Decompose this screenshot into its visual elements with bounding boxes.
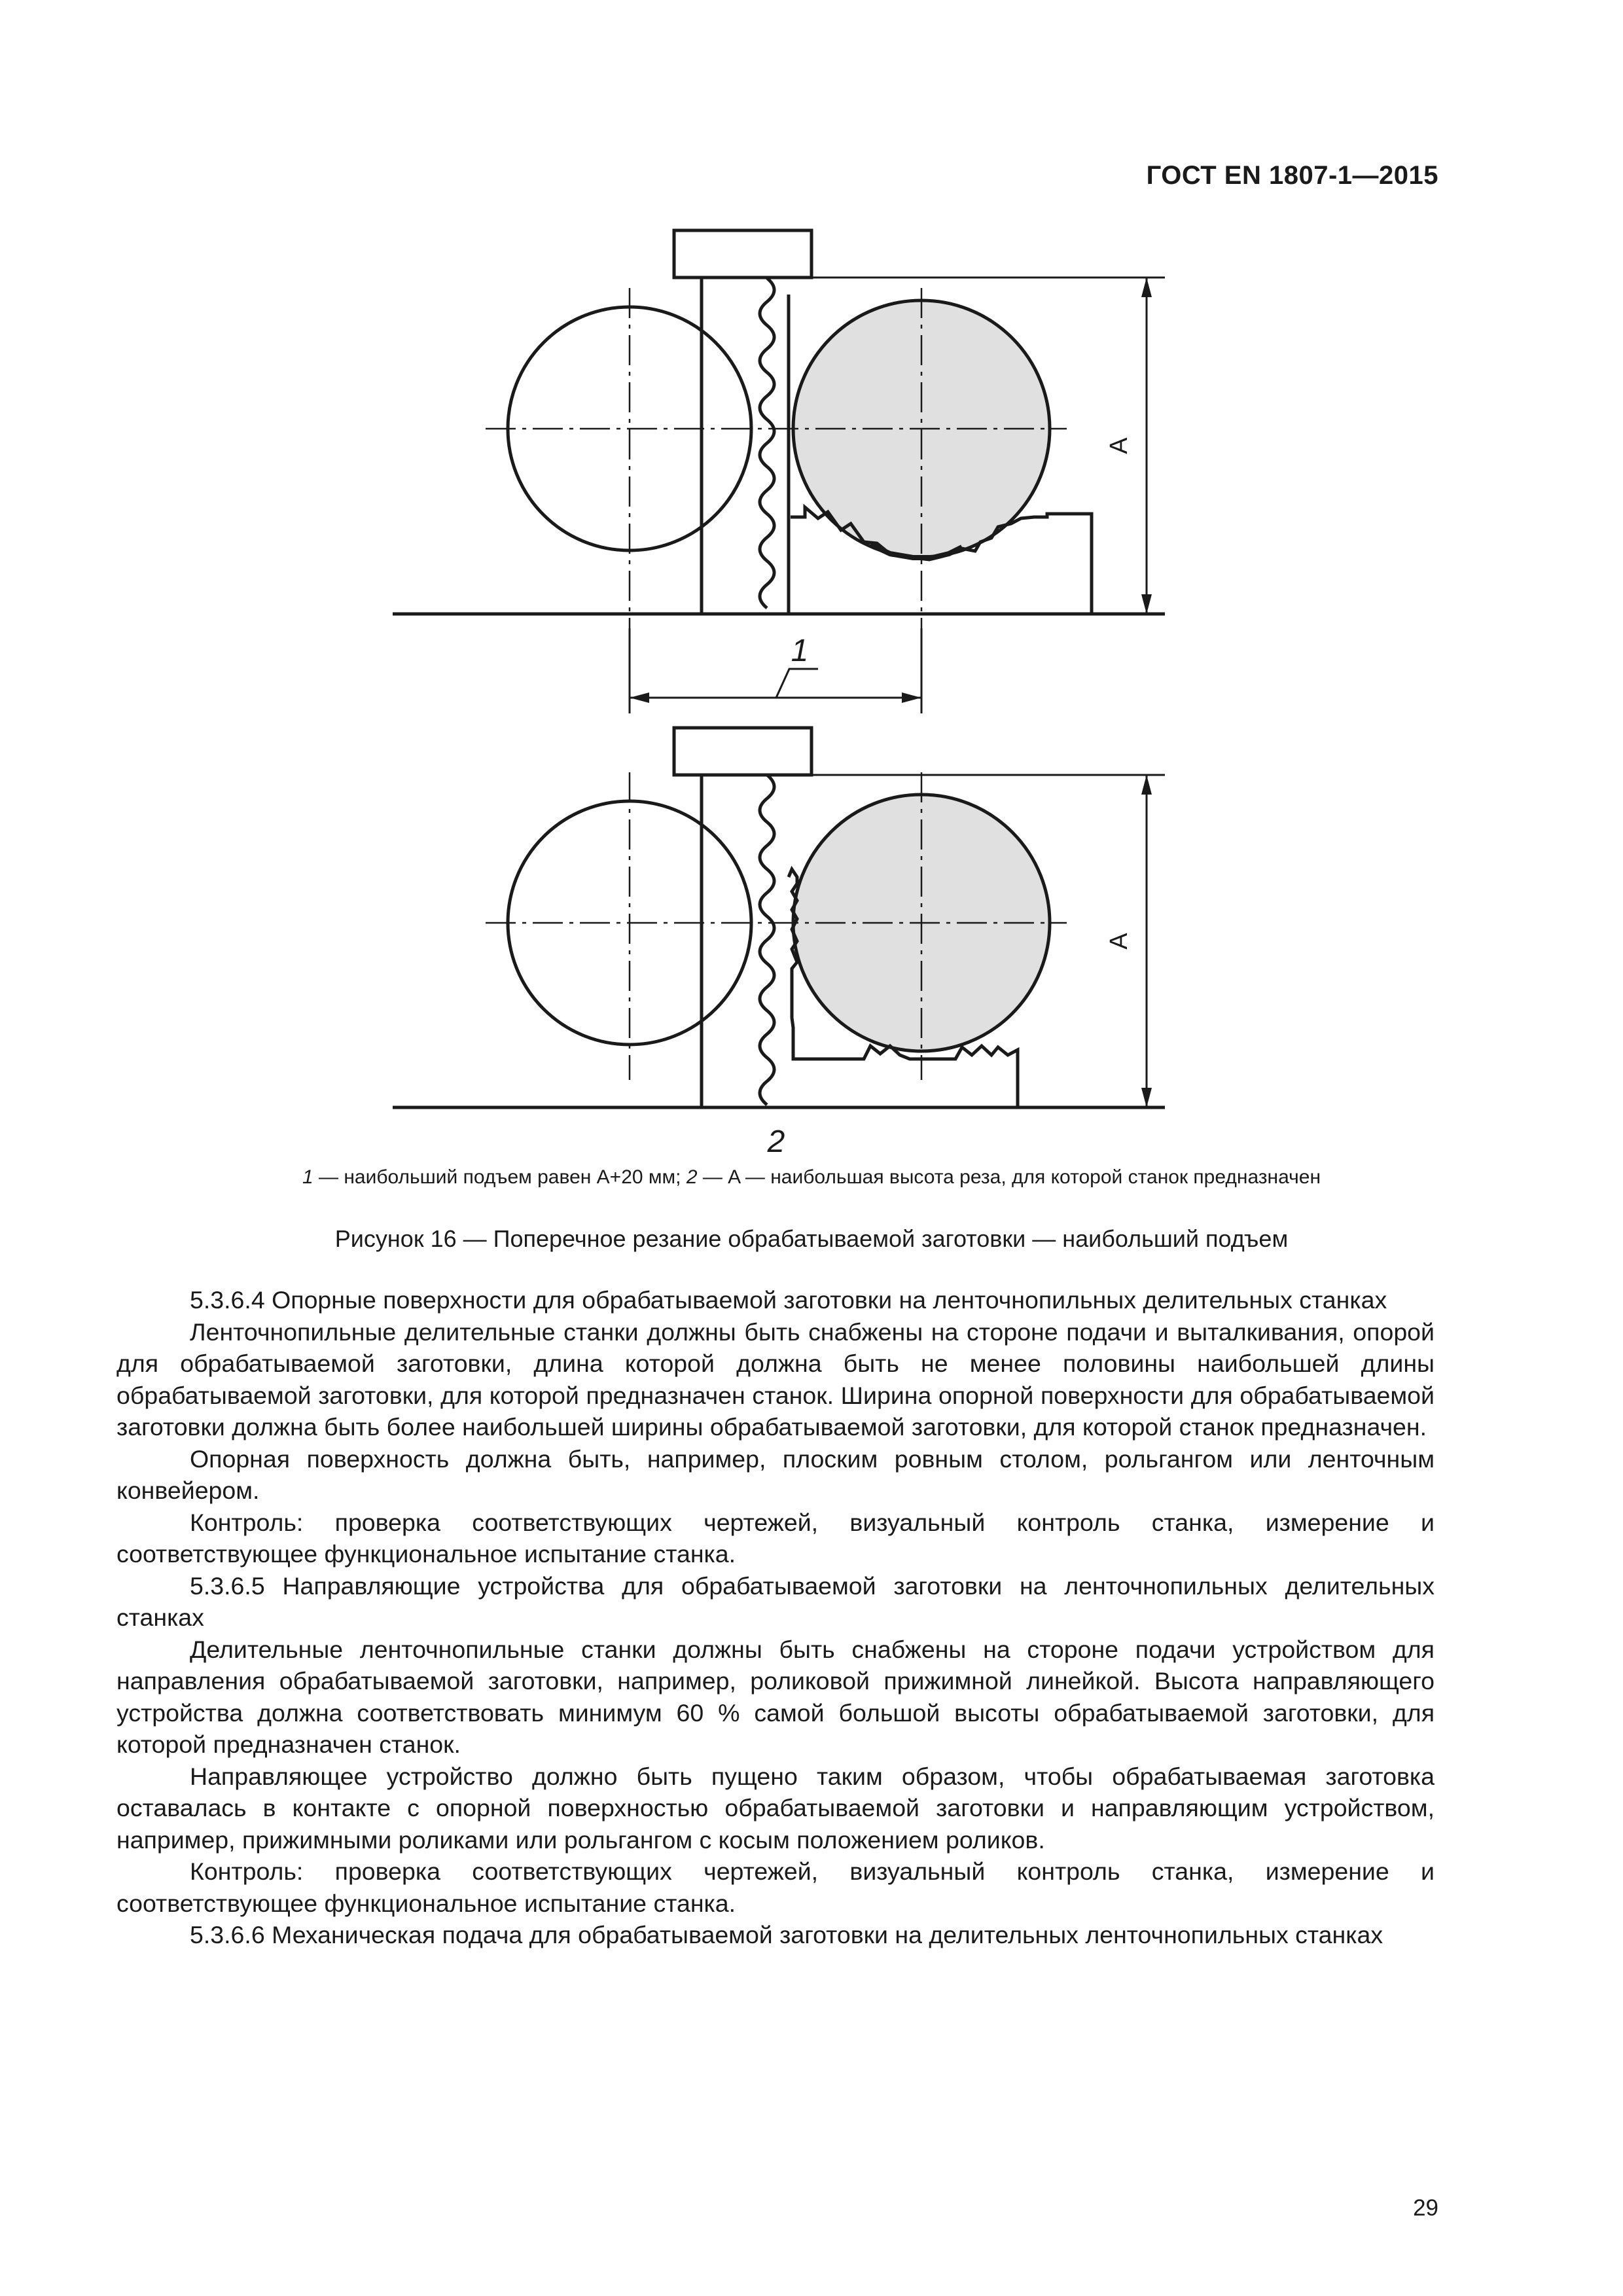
figure-caption: Рисунок 16 — Поперечное резание обрабатываемой заготовки — наибольший подъем xyxy=(334,1225,1289,1252)
lower-saw-teeth xyxy=(760,775,774,1105)
dim1-leader xyxy=(776,669,818,698)
paragraph: 5.3.6.4 Опорные поверхности для обрабатываемой заготовки на ленточнопильных делительных станках xyxy=(190,1286,1387,1314)
page-number: 29 xyxy=(1413,2195,1438,2221)
paragraph: 5.3.6.5 Направляющие устройства для обрабатываемой заготовки на ленточнопильных делительных станках xyxy=(116,1571,1435,1631)
legend-num-1: 1 xyxy=(302,1166,313,1188)
document-header: ГОСТ EN 1807-1—2015 xyxy=(1146,161,1438,190)
figure-16 xyxy=(366,223,1243,1165)
upper-saw-teeth xyxy=(760,278,774,608)
legend-text-2: — A — наибольшая высота реза, для которой станок предназначен xyxy=(697,1166,1321,1188)
paragraph: Делительные ленточнопильные станки должны быть снабжены на стороне подачи устройством для направления обрабатываемой заготовки, например, роликовой прижимной линейкой. Высота направляющего устройства должна соответствовать минимум 60 % самой большой высоты обрабатываемой заготовки, для которой предназначен станок. xyxy=(116,1635,1435,1758)
lower-dim-label: A xyxy=(1105,933,1133,950)
figure-label-2: 2 xyxy=(767,1124,785,1159)
paragraph: Ленточнопильные делительные станки должны быть снабжены на стороне подачи и выталкивания, опорой для обрабатываемой заготовки, длина которой должна быть не менее половины наибольшей длины обрабатываемой заготовки, для которой предназначен станок. Ширина опорной поверхности для обрабатываемой заготовки должна быть более наибольшей ширины обрабатываемой заготовки, для которой станок предназначен. xyxy=(116,1318,1435,1441)
lower-blade-guide xyxy=(674,728,812,775)
figure-label-1: 1 xyxy=(791,634,809,668)
paragraph: Опорная поверхность должна быть, например, плоским ровным столом, рольгангом или ленточным конвейером. xyxy=(116,1444,1435,1504)
legend-num-2: 2 xyxy=(686,1166,698,1188)
paragraph: 5.3.6.6 Механическая подача для обрабатываемой заготовки на делительных ленточнопильных станках xyxy=(190,1921,1383,1948)
upper-blade-guide xyxy=(674,230,812,278)
paragraph: Контроль: проверка соответствующих чертежей, визуальный контроль станка, измерение и соответствующее функциональное испытание станка. xyxy=(116,1857,1435,1917)
upper-dim-label: A xyxy=(1105,437,1133,454)
paragraph: Контроль: проверка соответствующих чертежей, визуальный контроль станка, измерение и соответствующее функциональное испытание станка. xyxy=(116,1508,1435,1568)
figure-drawing xyxy=(366,223,1243,1165)
body-text xyxy=(116,1284,1435,1951)
figure-legend xyxy=(0,1166,1623,1189)
paragraph: Направляющее устройство должно быть пущено таким образом, чтобы обрабатываемая заготовка оставалась в контакте с опорной поверхностью обрабатываемой заготовки и направляющим устройством, например, прижимными роликами или рольгангом с косым положением роликов. xyxy=(116,1762,1435,1854)
legend-text-1: — наибольший подъем равен A+20 мм; xyxy=(313,1166,687,1188)
